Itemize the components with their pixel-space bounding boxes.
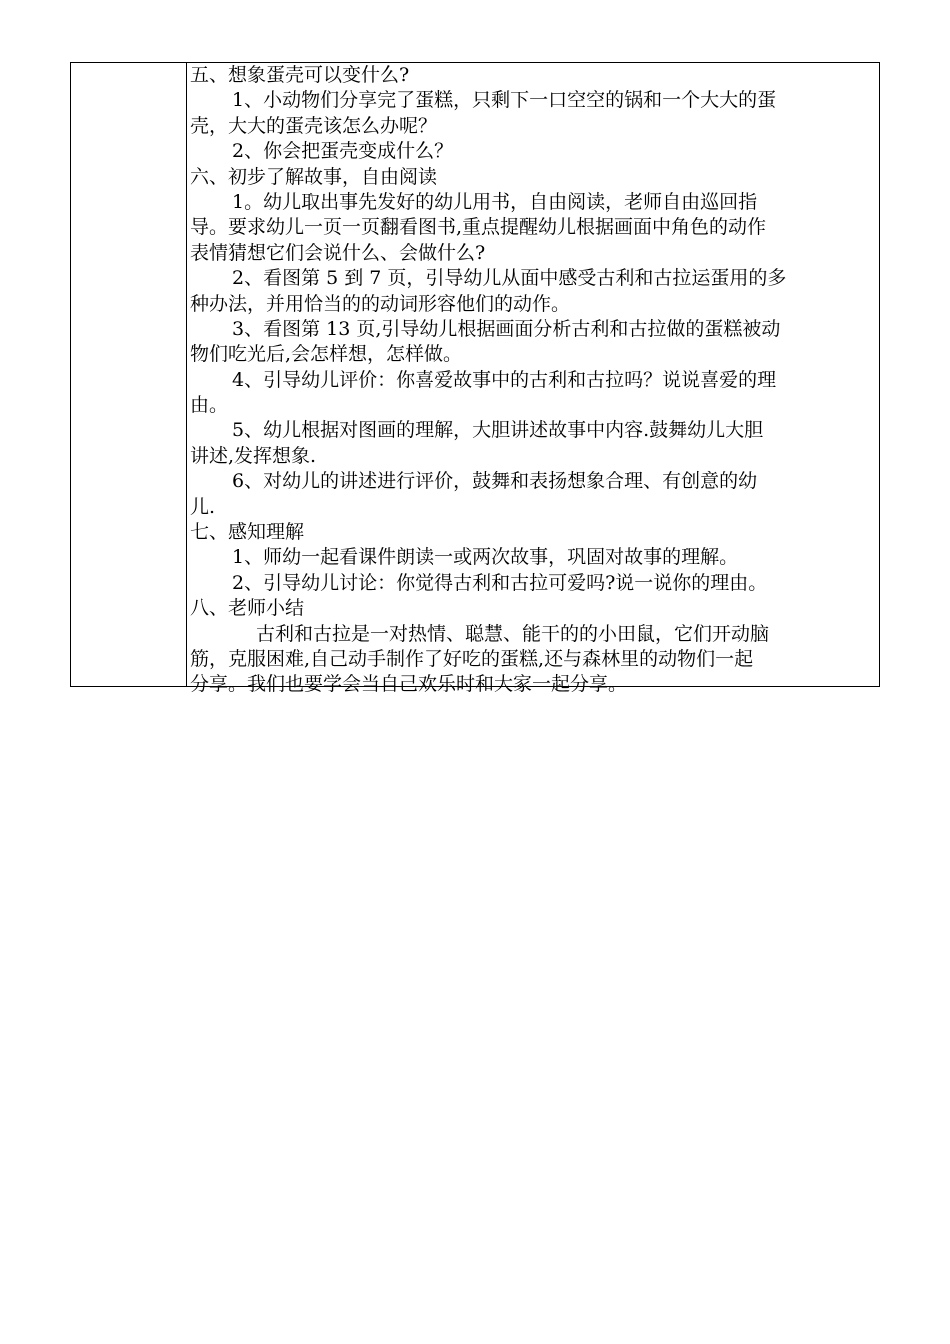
section-heading-5: 五、想象蛋壳可以变什么? (190, 64, 410, 86)
paragraph-line: 4、引导幼儿评价：你喜爱故事中的古利和古拉吗？说说喜爱的理 (232, 368, 777, 391)
paragraph-line: 分享。我们也要学会当自己欢乐时和大家一起分享。 (190, 673, 628, 696)
table-content-cell (187, 63, 879, 696)
paragraph-line: 导。要求幼儿一页一页翻看图书,重点提醒幼儿根据画面中角色的动作 (190, 216, 767, 239)
paragraph-line: 2、你会把蛋壳变成什么？ (232, 140, 454, 163)
paragraph-line: 1。幼儿取出事先发好的幼儿用书，自由阅读，老师自由巡回指 (232, 190, 758, 213)
paragraph-line: 由。 (190, 394, 229, 417)
paragraph-line: 3、看图第 13 页,引导幼儿根据画面分析古利和古拉做的蛋糕被动 (232, 317, 781, 340)
section-heading-8: 八、老师小结 (190, 597, 305, 620)
paragraph-line: 2、引导幼儿讨论：你觉得古利和古拉可爱吗?说一说你的理由。 (232, 571, 768, 594)
paragraph-line: 讲述,发挥想象. (190, 444, 317, 467)
paragraph-line: 古利和古拉是一对热情、聪慧、能干的的小田鼠，它们开动脑 (256, 622, 770, 645)
paragraph-line: 表情猜想它们会说什么、会做什么? (190, 241, 486, 264)
paragraph-line: 儿. (190, 495, 216, 518)
paragraph-line: 物们吃光后,会怎样想，怎样做。 (190, 343, 463, 366)
paragraph-line: 1、小动物们分享完了蛋糕，只剩下一口空空的锅和一个大大的蛋 (232, 89, 777, 112)
paragraph-line: 6、对幼儿的讲述进行评价，鼓舞和表扬想象合理、有创意的幼 (232, 470, 758, 493)
paragraph-line: 壳，大大的蛋壳该怎么办呢？ (190, 114, 438, 137)
paragraph-line: 种办法，并用恰当的的动词形容他们的动作。 (190, 292, 571, 315)
section-heading-7: 七、感知理解 (190, 521, 305, 544)
lesson-plan-table (70, 62, 880, 696)
table-left-cell (71, 63, 187, 686)
paragraph-line: 5、幼儿根据对图画的理解，大胆讲述故事中内容.鼓舞幼儿大胆 (232, 419, 764, 442)
paragraph-line: 1、师幼一起看课件朗读一或两次故事，巩固对故事的理解。 (232, 546, 739, 569)
section-heading-6: 六、初步了解故事，自由阅读 (190, 165, 438, 188)
paragraph-line: 2、看图第 5 到 7 页，引导幼儿从面中感受古利和古拉运蛋用的多 (232, 267, 787, 290)
paragraph-line: 筋，克服困难,自己动手制作了好吃的蛋糕,还与森林里的动物们一起 (190, 647, 754, 670)
